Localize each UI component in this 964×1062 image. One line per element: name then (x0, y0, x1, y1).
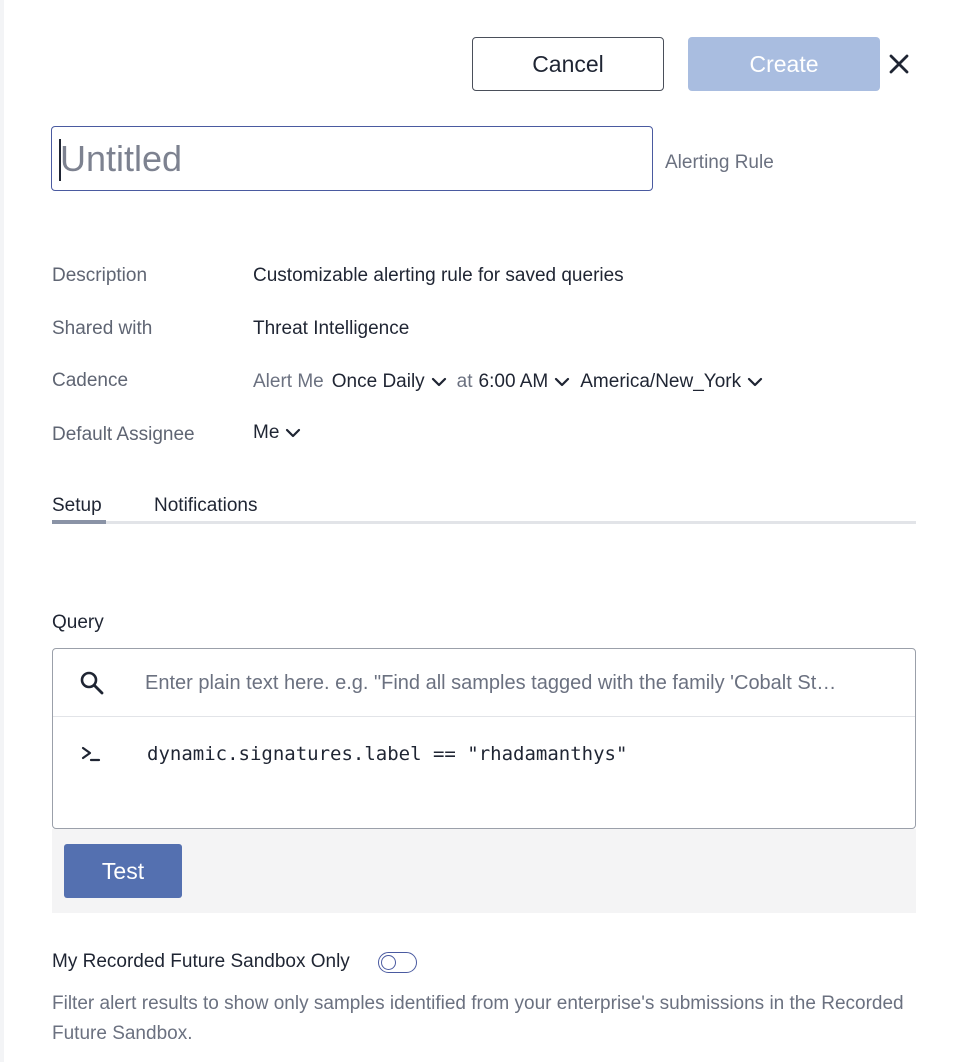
sandbox-only-label: My Recorded Future Sandbox Only (52, 951, 350, 972)
plain-text-query-input[interactable] (145, 663, 889, 703)
create-button[interactable]: Create (688, 37, 880, 91)
query-label: Query (52, 612, 104, 633)
text-caret (59, 139, 61, 181)
default-assignee-label: Default Assignee (52, 424, 195, 445)
tab-notifications[interactable]: Notifications (154, 495, 258, 516)
query-editor (52, 648, 916, 829)
cadence-timezone-value: America/New_York (580, 371, 742, 392)
cadence-frequency-dropdown[interactable] (332, 371, 447, 393)
cadence-prefix: Alert Me (253, 371, 324, 392)
shared-with-label: Shared with (52, 318, 153, 339)
cadence-at: at (456, 371, 473, 392)
terminal-prompt-icon (80, 743, 102, 765)
test-button[interactable]: Test (64, 844, 182, 898)
description-value[interactable]: Customizable alerting rule for saved queries (253, 265, 624, 286)
shared-with-value[interactable]: Threat Intelligence (253, 318, 410, 339)
cadence-controls (253, 369, 763, 395)
chevron-down-icon (285, 428, 301, 438)
cadence-time-dropdown[interactable] (479, 371, 571, 393)
cadence-label: Cadence (52, 370, 129, 391)
query-divider (53, 716, 915, 717)
close-icon[interactable] (882, 46, 916, 82)
cadence-frequency-value: Once Daily (331, 371, 425, 392)
sandbox-help-text: Filter alert results to show only samples identified from your enterprise's submissions in the Recorded Future Sandbox. (52, 993, 904, 1044)
sandbox-only-toggle[interactable] (378, 952, 417, 973)
cadence-time-value: 6:00 AM (478, 371, 549, 392)
assignee-value: Me (253, 422, 280, 443)
rule-type-label: Alerting Rule (665, 152, 774, 173)
toggle-knob (381, 955, 396, 970)
chevron-down-icon (431, 377, 447, 387)
chevron-down-icon (554, 377, 570, 387)
query-code-editor[interactable]: dynamic.signatures.label == "rhadamanthys" (147, 743, 628, 765)
active-tab-indicator (52, 520, 106, 524)
cadence-timezone-dropdown[interactable] (580, 371, 763, 393)
search-icon (79, 670, 105, 696)
assignee-dropdown[interactable] (253, 422, 301, 444)
description-label: Description (52, 265, 148, 286)
left-panel-edge (0, 0, 4, 1062)
chevron-down-icon (747, 377, 763, 387)
tabs-divider (52, 521, 916, 524)
title-input[interactable] (51, 126, 653, 191)
tab-setup[interactable]: Setup (52, 495, 102, 516)
cancel-button[interactable]: Cancel (472, 37, 664, 91)
